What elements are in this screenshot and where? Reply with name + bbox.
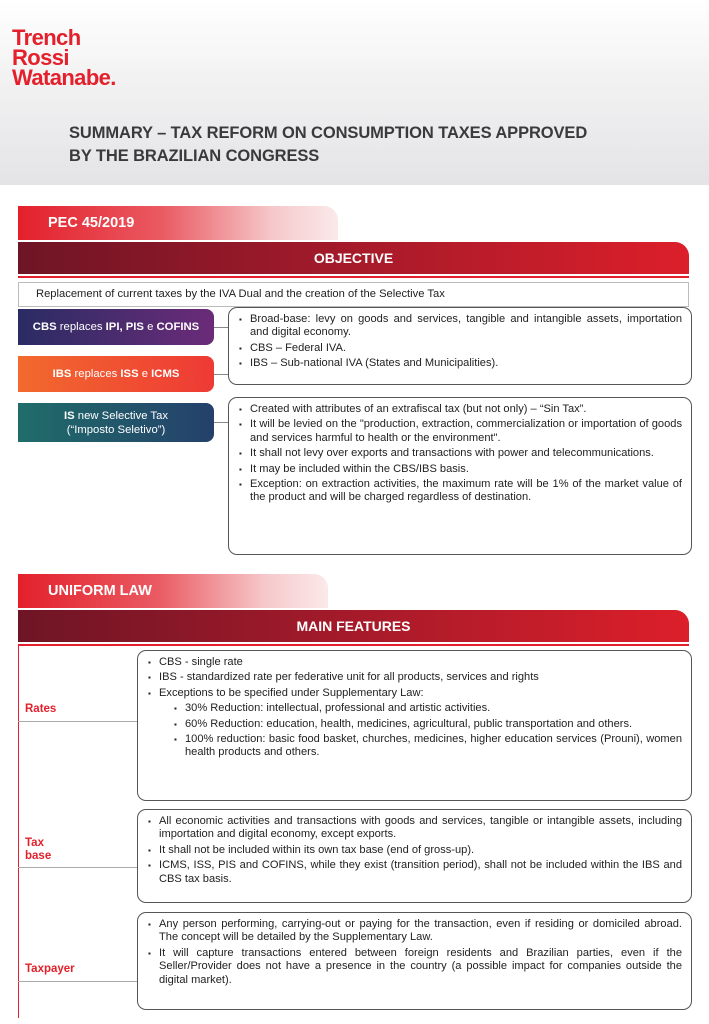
logo xyxy=(12,25,116,90)
section-tab-pec xyxy=(18,206,338,240)
page-title-line: SUMMARY – TAX REFORM ON CONSUMPTION TAXES APPROVED xyxy=(69,124,588,142)
list-item: ▪ It will be levied on the "production, extraction, commercialization or importation of goods and services harmful to health or the environment". xyxy=(239,418,682,445)
list-item: ▪ Any person performing, carrying-out or paying for the transaction, even if residing or domiciled abroad. The concept will be detailed by the Supplementary Law. xyxy=(148,918,682,945)
ibs-pill: IBS replaces ISS e ICMS xyxy=(18,356,214,392)
tax-base-box xyxy=(137,809,692,903)
divider xyxy=(18,644,689,646)
connector xyxy=(214,422,228,423)
cbs-pill: CBS replaces IPI, PIS e COFINS xyxy=(18,309,214,345)
list-item: ▪ Exception: on extraction activities, the maximum rate will be 1% of the market value of the product and will be charged regardless of destination. xyxy=(239,478,682,505)
tax-base-label: Tax base xyxy=(25,837,52,862)
section-tab-label: PEC 45/2019 xyxy=(48,215,135,231)
is-pill: IS new Selective Tax (“Imposto Seletivo”) xyxy=(18,403,214,442)
connector xyxy=(18,721,137,722)
logo-line: Trench xyxy=(12,25,81,50)
list-item: ▪ CBS – Federal IVA. xyxy=(239,342,682,355)
list-item: ▪ Broad-base: levy on goods and services, tangible and intangible assets, importation and digital economy. xyxy=(239,313,682,340)
selective-tax-details-box xyxy=(228,397,692,555)
rates-label: Rates xyxy=(25,703,57,715)
logo-line: Watanabe. xyxy=(12,65,116,90)
left-rule xyxy=(18,646,19,1018)
page-title-line: BY THE BRAZILIAN CONGRESS xyxy=(69,147,320,165)
list-item: ▪ It shall not be included within its own tax base (end of gross-up). xyxy=(148,844,682,857)
list-item: ▪ All economic activities and transactions with goods and services, tangible or intangible assets, including importation and digital economy, except exports. xyxy=(148,815,682,842)
list-item: ▪ 30% Reduction: intellectual, professional and artistic activities. xyxy=(174,702,682,715)
section-tab-uniform-law xyxy=(18,574,328,608)
list-item: ▪ IBS - standardized rate per federative unit for all products, services and rights xyxy=(148,671,682,684)
list-item: ▪ 60% Reduction: education, health, medicines, agricultural, public transportation and others. xyxy=(174,718,682,731)
list-item: ▪ ICMS, ISS, PIS and COFINS, while they exist (transition period), shall not be included within the IBS and CBS tax basis. xyxy=(148,859,682,886)
cbs-ibs-details-box xyxy=(228,307,692,385)
objective-bar xyxy=(18,242,689,274)
connector xyxy=(214,327,228,328)
objective-box xyxy=(18,282,689,307)
list-item: ▪ IBS – Sub-national IVA (States and Municipalities). xyxy=(239,357,682,370)
list-item: ▪ 100% reduction: basic food basket, churches, medicines, higher education services (Prouni), women health products and others. xyxy=(174,733,682,760)
list-item: ▪ It may be included within the CBS/IBS basis. xyxy=(239,463,682,476)
connector xyxy=(18,867,137,868)
taxpayer-label: Taxpayer xyxy=(25,963,75,975)
list-item: ▪ Created with attributes of an extrafiscal tax (but not only) – “Sin Tax”. xyxy=(239,403,682,416)
list-item: ▪ CBS - single rate xyxy=(148,656,682,669)
rates-box xyxy=(137,650,692,801)
list-item: ▪ Exceptions to be specified under Supplementary Law: ▪ 30% Reduction: intellectual, professional and artistic activities. ▪ 60% Reduction: education, health, medicines, agricultural, public transportation and others. ▪ 100% reduction: basic food basket, churches, medicines, higher education services (Prouni), women health products and others. xyxy=(148,687,682,760)
divider xyxy=(18,276,689,278)
main-features-bar-label: MAIN FEATURES xyxy=(296,618,411,634)
list-item: ▪ It will capture transactions entered between foreign residents and Brazilian parties, even if the Seller/Provider does not have a presence in the country (a possible impact for companies outside the digital market). xyxy=(148,947,682,987)
taxpayer-box xyxy=(137,912,692,1010)
page-title xyxy=(69,122,669,168)
objective-text: Replacement of current taxes by the IVA Dual and the creation of the Selective Tax xyxy=(36,288,445,300)
connector xyxy=(18,981,137,982)
objective-bar-label: OBJECTIVE xyxy=(313,250,394,266)
main-features-bar xyxy=(18,610,689,642)
logo-line: Rossi xyxy=(12,45,69,70)
connector xyxy=(214,374,228,375)
list-item: ▪ It shall not levy over exports and transactions with power and telecommunications. xyxy=(239,447,682,460)
section-tab-label: UNIFORM LAW xyxy=(48,583,152,599)
